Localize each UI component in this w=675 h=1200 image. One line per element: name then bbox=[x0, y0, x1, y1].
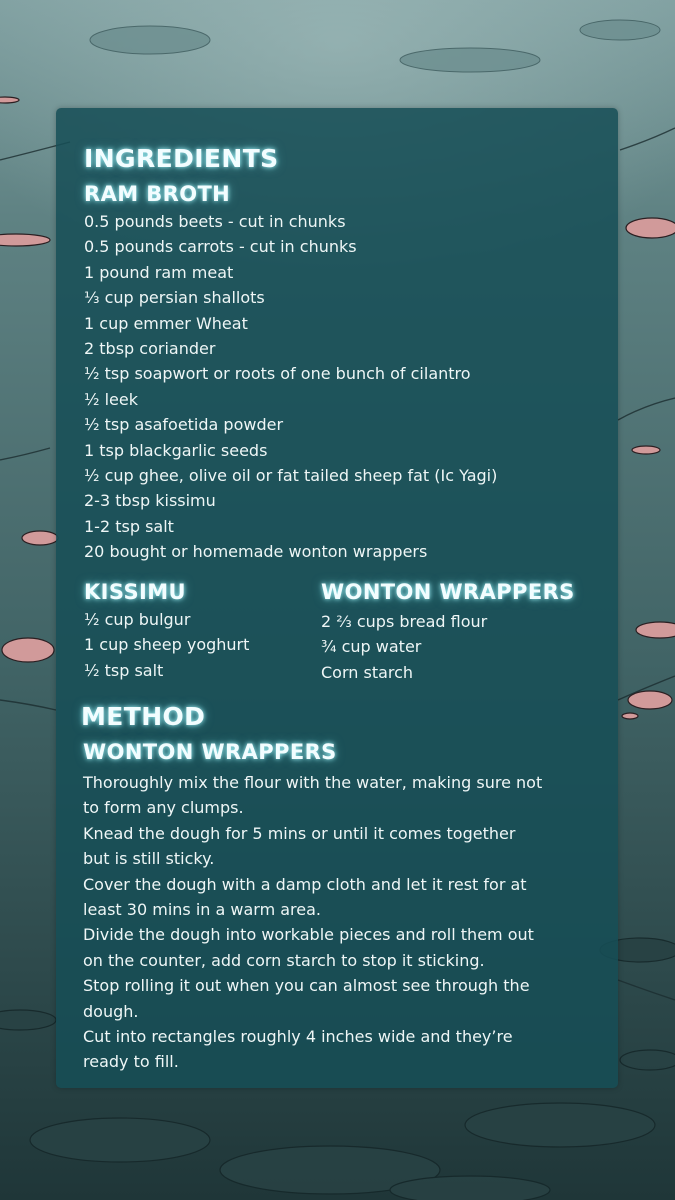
ingredient-item: 2 tbsp coriander bbox=[84, 339, 216, 359]
method-line: to form any clumps. bbox=[83, 798, 244, 818]
method-steps bbox=[83, 770, 593, 1075]
ingredient-item: 1 cup sheep yoghurt bbox=[84, 635, 250, 655]
ingredient-item: 1 pound ram meat bbox=[84, 262, 234, 282]
method-heading: METHOD bbox=[81, 702, 206, 731]
method-line: Cover the dough with a damp cloth and let it rest for at bbox=[83, 874, 527, 894]
ingredient-item: ½ leek bbox=[84, 389, 138, 409]
method-line: Thoroughly mix the flour with the water, making sure not bbox=[83, 773, 543, 792]
method-line: least 30 mins in a warm area. bbox=[83, 900, 322, 920]
kissimu-heading: KISSIMU bbox=[84, 580, 186, 604]
ingredient-item: ½ cup ghee, olive oil or fat tailed sheep fat (Ic Yagi) bbox=[84, 466, 498, 486]
method-line: on the counter, add corn starch to stop it sticking. bbox=[83, 950, 485, 970]
method-line: ready to fill. bbox=[83, 1052, 179, 1072]
method-line: Cut into rectangles roughly 4 inches wide and they’re bbox=[83, 1027, 513, 1047]
method-line: Knead the dough for 5 mins or until it comes together bbox=[83, 823, 516, 843]
ingredient-item: 2 ⅔ cups bread flour bbox=[321, 612, 488, 631]
method-line: dough. bbox=[83, 1001, 139, 1021]
ingredient-item: ½ tsp salt bbox=[84, 660, 164, 680]
ingredient-item: 1 tsp blackgarlic seeds bbox=[84, 440, 268, 460]
wonton-wrappers-ingredient-list bbox=[321, 609, 487, 685]
ingredient-item: 20 bought or homemade wonton wrappers bbox=[84, 542, 428, 562]
ingredient-item: 1-2 tsp salt bbox=[84, 516, 174, 536]
ingredient-item: 0.5 pounds carrots - cut in chunks bbox=[84, 237, 357, 257]
ingredient-item: 2-3 tbsp kissimu bbox=[84, 491, 216, 511]
method-line: but is still sticky. bbox=[83, 849, 215, 869]
ingredient-item: 1 cup emmer Wheat bbox=[84, 313, 248, 333]
method-wonton-wrappers-heading: WONTON WRAPPERS bbox=[83, 740, 337, 764]
wonton-wrappers-ingredients-heading: WONTON WRAPPERS bbox=[321, 580, 575, 604]
method-line: Divide the dough into workable pieces and roll them out bbox=[83, 925, 534, 945]
ingredients-heading: INGREDIENTS bbox=[84, 144, 279, 173]
method-line: Stop rolling it out when you can almost see through the bbox=[83, 976, 530, 996]
ingredient-item: ½ tsp asafoetida powder bbox=[84, 415, 284, 435]
ingredient-item: Corn starch bbox=[321, 662, 414, 682]
ingredient-item: ½ tsp soapwort or roots of one bunch of cilantro bbox=[84, 364, 471, 384]
kissimu-ingredient-list bbox=[84, 607, 249, 683]
recipe-card bbox=[56, 108, 618, 1088]
ingredient-item: ⅓ cup persian shallots bbox=[84, 288, 265, 308]
ingredient-item: ¾ cup water bbox=[321, 637, 422, 657]
ram-broth-heading: RAM BROTH bbox=[84, 182, 231, 206]
ingredient-item: ½ cup bulgur bbox=[84, 610, 191, 629]
ingredient-item: 0.5 pounds beets - cut in chunks bbox=[84, 212, 346, 231]
ram-broth-ingredient-list bbox=[84, 209, 497, 565]
